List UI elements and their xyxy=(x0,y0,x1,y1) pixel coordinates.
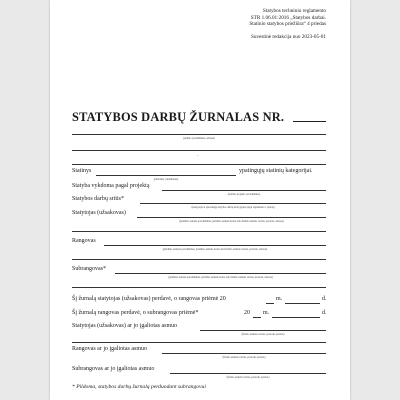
header-line-2: STR 1.06.01:2016 „Statybos darbai. xyxy=(250,14,326,21)
contractor-label: Rangovas xyxy=(72,238,96,244)
subcontractor-label: Subrangovas* xyxy=(72,266,106,272)
contractor-person-label: Rangovas ar jo įgaliotas asmuo xyxy=(72,346,147,352)
category-suffix: ypatingųjų statinių kategorijai. xyxy=(239,168,313,174)
handover-1-month: m. xyxy=(276,296,283,302)
statinys-line xyxy=(96,175,236,176)
statinys-label: Statinys xyxy=(72,168,92,174)
developer-person-caption: (fizinio asmens vardas, pavardė, parašas) xyxy=(241,333,285,336)
statinio-name-line-3 xyxy=(72,164,326,165)
handover-2-year: 20 xyxy=(244,310,250,316)
journal-number-line xyxy=(293,121,326,122)
contractor-person-line xyxy=(162,353,326,354)
journal-title: STATYBOS DARBŲ ŽURNALAS NR. xyxy=(72,110,285,124)
project-caption: (statinio projekto pavadinimas) xyxy=(227,193,261,196)
subcontractor-person-line xyxy=(170,373,326,374)
dot-mark: · xyxy=(197,154,199,159)
work-type-line xyxy=(140,203,326,204)
contractor-person-caption: (fizinio asmens vardas, pavardė, parašas) xyxy=(222,356,266,359)
handover-2-year-line xyxy=(253,317,261,318)
header-line-3: Statinio statybos priežiūra“ 4 priedas xyxy=(249,21,326,28)
developer-person-line xyxy=(200,330,326,331)
contractor-caption: (juridinio asmens pavadinimas, juridinio asmens kodas arba fizinio asmens vardas, pavardė, adresas) xyxy=(162,248,268,251)
handover-1-day-line xyxy=(285,303,320,304)
subcontractor-line xyxy=(115,273,326,274)
handover-1-text: Šį žurnalą statytojas (užsakovas) perdavė, o rangovas priėmė 20 xyxy=(72,296,226,302)
handover-2-text: Šį žurnalą rangovas perdavė, o subrangovas priėmė* xyxy=(72,310,199,316)
edition-note: Suvestinė redakcija nuo 2023-05-01 xyxy=(250,33,326,40)
category-caption: (pildomas į tipinikauss) xyxy=(153,178,179,181)
developer-label: Statytojas (užsakovas) xyxy=(72,210,126,216)
developer-person-line-2 xyxy=(72,342,326,343)
document-page xyxy=(50,0,350,400)
developer-caption: (juridinio asmens pavadinimas, juridinio asmens kodas arba fizinio asmens vardas, pavardė, adresas) xyxy=(179,220,284,223)
project-line xyxy=(162,190,326,191)
contractor-line xyxy=(104,245,326,246)
developer-line xyxy=(137,217,326,218)
subcontractor-line-2 xyxy=(72,287,326,288)
subcontractor-person-label: Subrangovas ar jo įgaliotas asmuo xyxy=(72,366,155,372)
work-type-label: Statybos darbų sritis* xyxy=(72,196,124,202)
handover-1-day: d. xyxy=(322,296,327,302)
handover-2-month: m. xyxy=(263,310,270,316)
statinio-name-caption: (statinio pavadinimas, adresas) xyxy=(182,137,216,140)
handover-1-year-line xyxy=(266,303,274,304)
header-line-1: Statybos techninio reglamento xyxy=(262,8,326,14)
developer-person-label: Statytojas (užsakovas) ar jo įgaliotas asmuo xyxy=(72,323,178,329)
statinio-name-line-2 xyxy=(72,150,326,151)
contractor-line-2 xyxy=(72,259,326,260)
subcontractor-caption: (juridinio asmens pavadinimas, juridinio asmens kodas arba fizinio asmens vardas, pavardė, adresas) xyxy=(168,276,273,279)
handover-2-day-line xyxy=(272,317,320,318)
project-label: Statyba vykdoma pagal projektą xyxy=(72,183,150,189)
statinio-name-line xyxy=(72,134,326,135)
footnote: * Pildoma, statybos darbų žurnalą perduodant subrangovui xyxy=(72,384,206,390)
handover-2-day: d. xyxy=(322,310,327,316)
developer-line-2 xyxy=(72,231,326,232)
work-type-caption: (kategorija ar specialiųjų statybos darbų sričių grupė pagal reglamento 1 priedą) xyxy=(191,206,275,209)
regulation-header xyxy=(249,8,326,40)
subcontractor-person-caption: (fizinio asmens vardas, pavardė, parašas) xyxy=(226,376,270,379)
